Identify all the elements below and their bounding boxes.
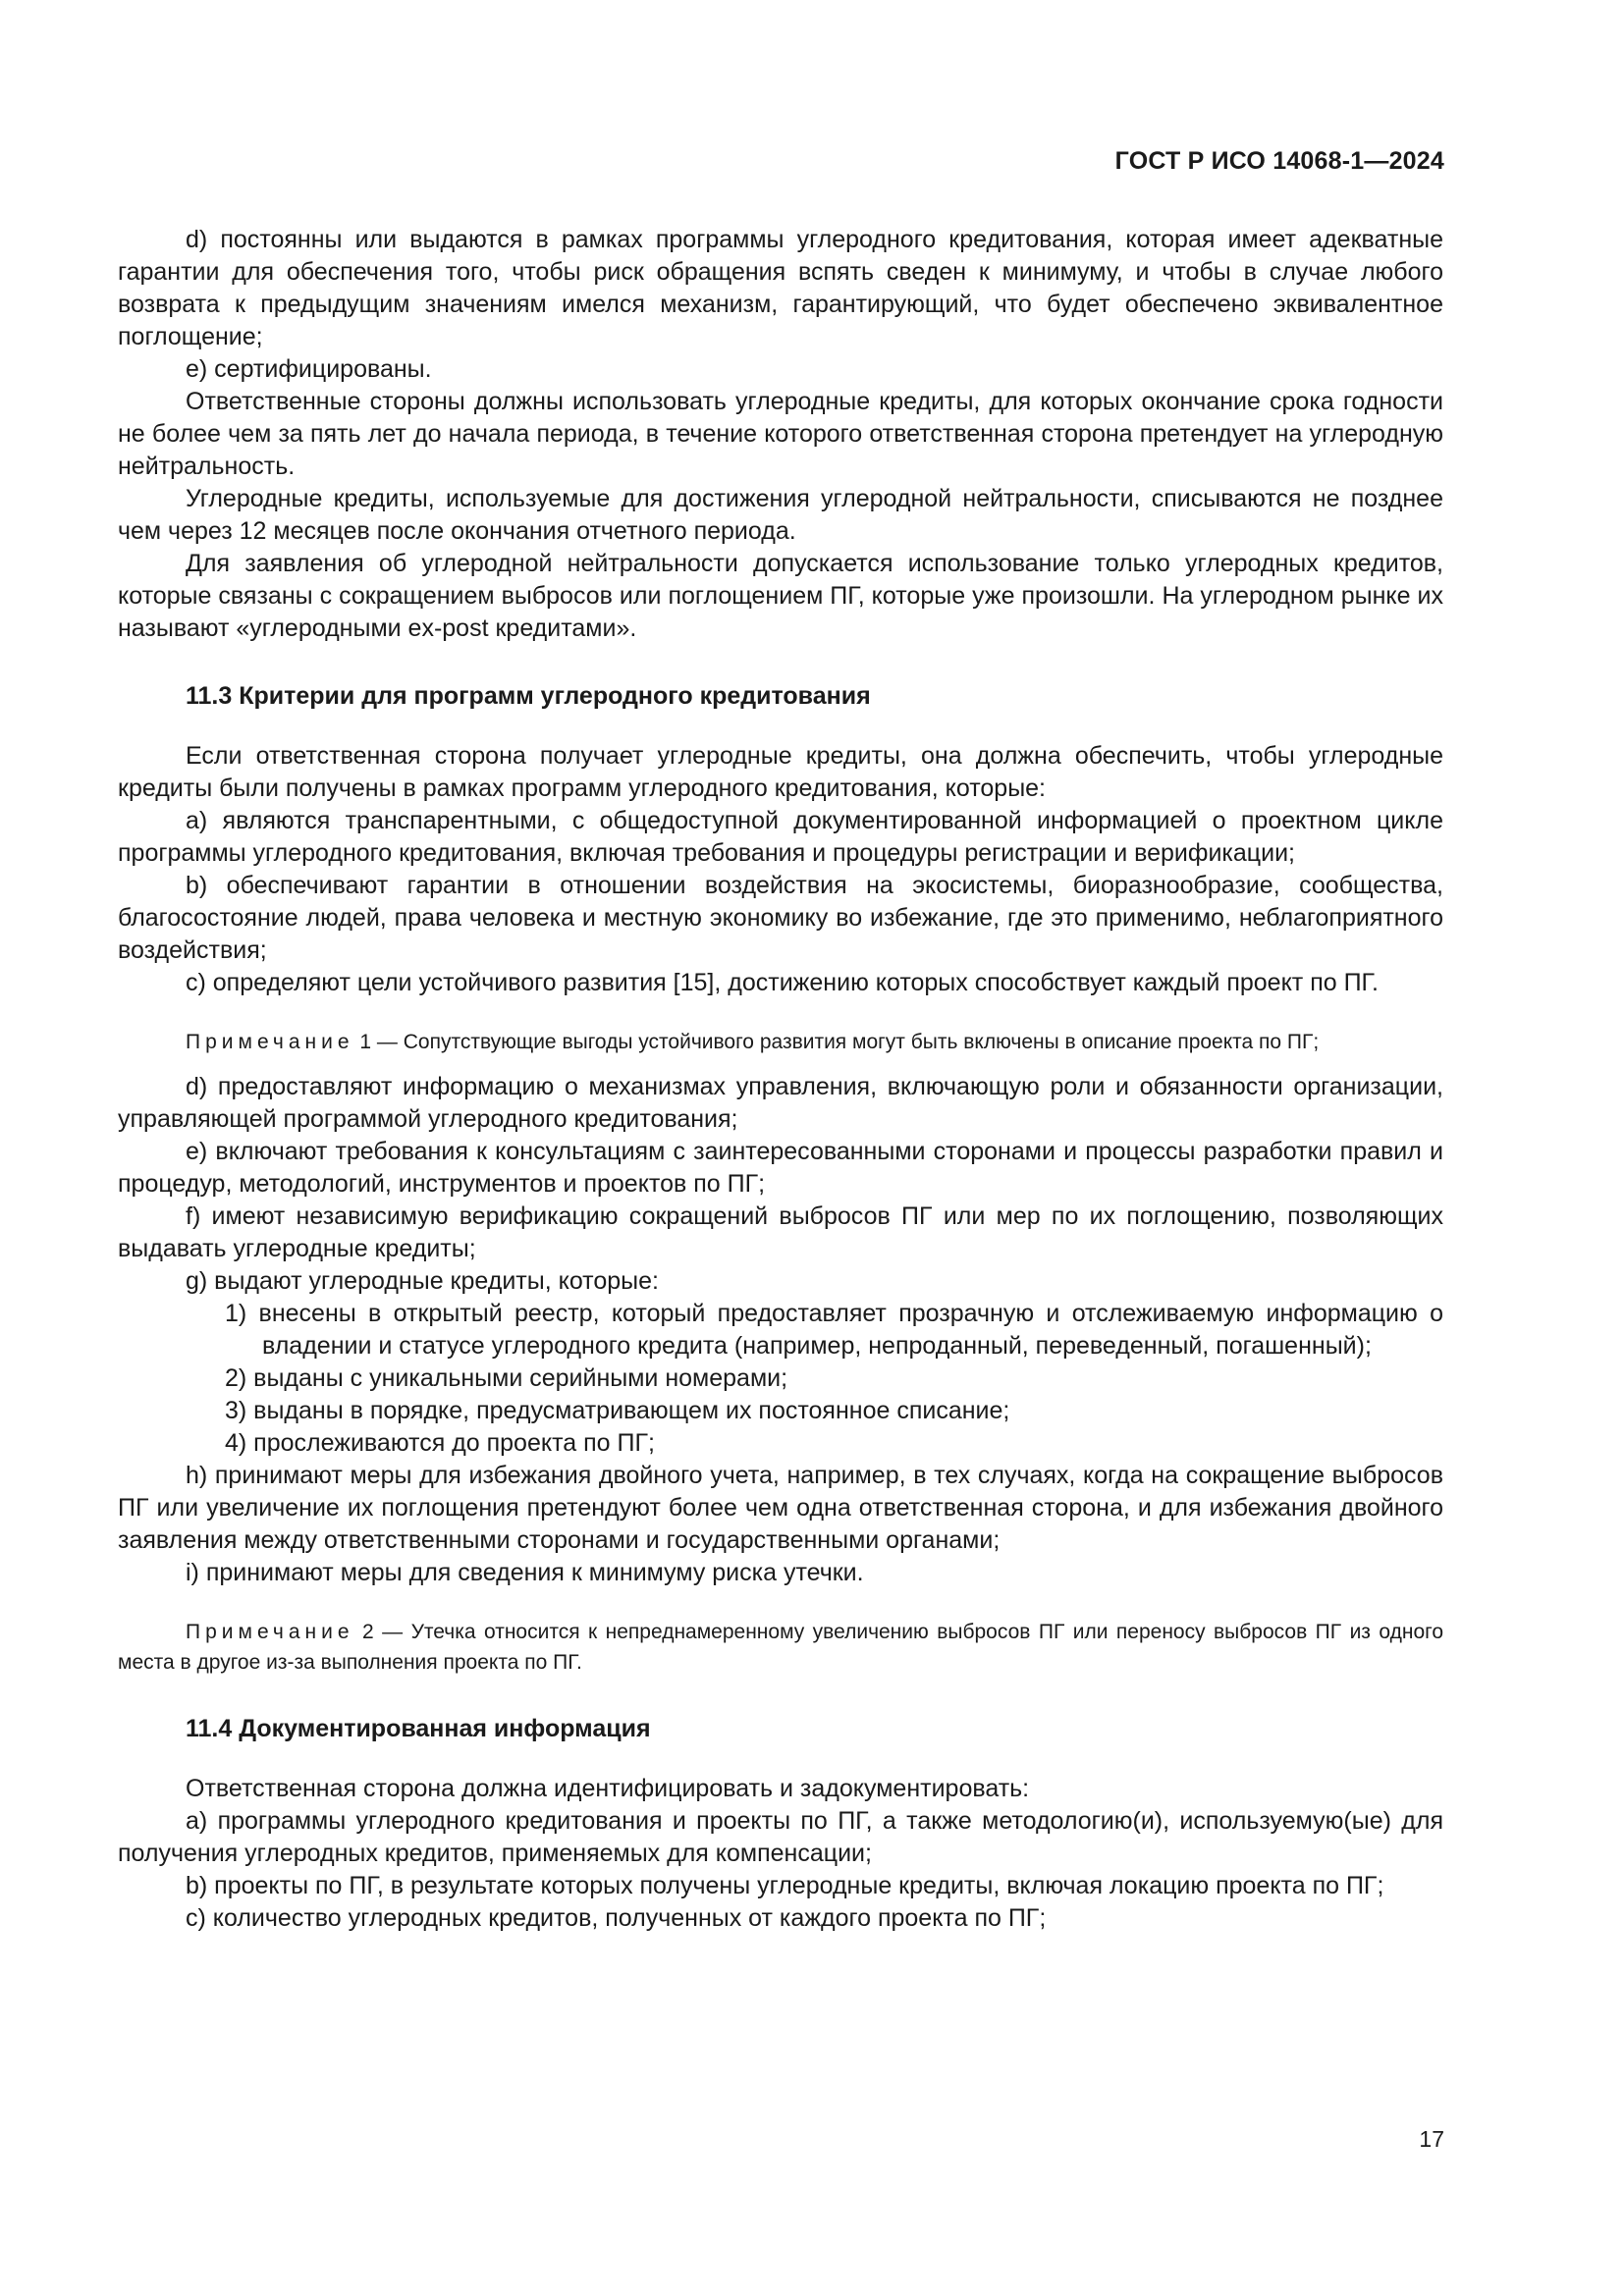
- list-item-c-sdg: c) определяют цели устойчивого развития [15], достижению которых способствует каждый проект по ПГ.: [186, 969, 1379, 996]
- page-number: 17: [1419, 2126, 1444, 2152]
- list-item-e-consultation: e) включают требования к консультациям с заинтересованными сторонами и процессы разработки правил и процедур, методологий, инструментов и проектов по ПГ;: [118, 1138, 1443, 1198]
- list-item-f-verification: f) имеют независимую верификацию сокращений выбросов ПГ или мер по их поглощению, позволяющих выдавать углеродные кредиты;: [118, 1202, 1443, 1262]
- list-item-b-projects: b) проекты по ПГ, в результате которых получены углеродные кредиты, включая локацию проекта по ПГ;: [186, 1872, 1384, 1899]
- document-code-header: ГОСТ Р ИСО 14068-1—2024: [1114, 147, 1444, 175]
- list-item-a-programs: a) программы углеродного кредитования и проекты по ПГ, а также методологию(и), используемую(ые) для получения углеродных кредитов, применяемых для компенсации;: [118, 1807, 1443, 1867]
- note-2-text: 2 — Утечка относится к непреднамеренному увеличению выбросов ПГ или переносу выбросов ПГ из одного места в другое из-за выполнения проекта по ПГ.: [118, 1621, 1444, 1674]
- list-item-d-permanence: d) постоянны или выдаются в рамках программы углеродного кредитования, которая имеет адекватные гарантии для обеспечения того, чтобы риск обращения вспять сведен к минимуму, и чтобы в случае любого возврата к предыдущим значениям имелся механизм, гарантирующий, что будет обеспечено эквивалентное поглощение;: [118, 226, 1443, 350]
- paragraph-ex-post: Для заявления об углеродной нейтральности допускается использование только углеродных кредитов, которые связаны с сокращением выбросов или поглощением ПГ, которые уже произошли. На углеродном рынке их называют «углеродными ex-post кредитами».: [118, 550, 1443, 642]
- list-item-a-transparent: a) являются транспарентными, с общедоступной документированной информацией о проектном цикле программы углеродного кредитования, включая требования и процедуры регистрации и верификации;: [118, 807, 1443, 867]
- note-1-label: Примечание: [186, 1031, 354, 1053]
- list-item-b-safeguards: b) обеспечивают гарантии в отношении воздействия на экосистемы, биоразнообразие, сообщества, благосостояние людей, права человека и местную экономику во избежание, где это применимо, неблагоприятного воздействия;: [118, 872, 1443, 964]
- list-item-g-issue: g) выдают углеродные кредиты, которые:: [186, 1267, 659, 1295]
- sub-item-3-permanent: 3) выданы в порядке, предусматривающем их постоянное списание;: [225, 1397, 1010, 1424]
- page-body: [118, 224, 1443, 1935]
- list-item-h-double-counting: h) принимают меры для избежания двойного учета, например, в тех случаях, когда на сокращение выбросов ПГ или увеличение их поглощения претендуют более чем одна ответственная сторона, и для избежания двойного заявления между ответственными сторонами и государственными органами;: [118, 1462, 1443, 1554]
- note-1: [118, 1027, 1443, 1057]
- list-item-e-certified: e) сертифицированы.: [186, 355, 432, 383]
- paragraph-retirement: Углеродные кредиты, используемые для достижения углеродной нейтральности, списываются не позднее чем через 12 месяцев после окончания отчетного периода.: [118, 485, 1443, 545]
- section-heading-11-3: 11.3 Критерии для программ углеродного кредитования: [186, 682, 871, 710]
- sub-item-2-serial: 2) выданы с уникальными серийными номерами;: [225, 1364, 788, 1392]
- paragraph-criteria-intro: Если ответственная сторона получает углеродные кредиты, она должна обеспечить, чтобы углеродные кредиты были получены в рамках программ углеродного кредитования, которые:: [118, 742, 1443, 802]
- list-item-i-leakage: i) принимают меры для сведения к минимуму риска утечки.: [186, 1559, 864, 1586]
- sub-item-1-registry: 1) внесены в открытый реестр, который предоставляет прозрачную и отслеживаемую информацию о владении и статусе углеродного кредита (например, непроданный, переведенный, погашенный);: [225, 1300, 1443, 1360]
- list-item-d-governance: d) предоставляют информацию о механизмах управления, включающую роли и обязанности организации, управляющей программой углеродного кредитования;: [118, 1073, 1443, 1133]
- note-2: [118, 1617, 1443, 1678]
- list-item-c-quantity: c) количество углеродных кредитов, полученных от каждого проекта по ПГ;: [186, 1904, 1047, 1932]
- sub-item-4-traceable: 4) прослеживаются до проекта по ПГ;: [225, 1429, 655, 1457]
- section-heading-11-4: 11.4 Документированная информация: [186, 1715, 651, 1742]
- paragraph-expiry: Ответственные стороны должны использовать углеродные кредиты, для которых окончание срока годности не более чем за пять лет до начала периода, в течение которого ответственная сторона претендует на углеродную нейтральность.: [118, 388, 1443, 480]
- note-1-text: 1 — Сопутствующие выгоды устойчивого развития могут быть включены в описание проекта по ПГ;: [359, 1031, 1320, 1053]
- note-2-label: Примечание: [186, 1621, 354, 1643]
- paragraph-documentation-intro: Ответственная сторона должна идентифицировать и задокументировать:: [186, 1775, 1030, 1802]
